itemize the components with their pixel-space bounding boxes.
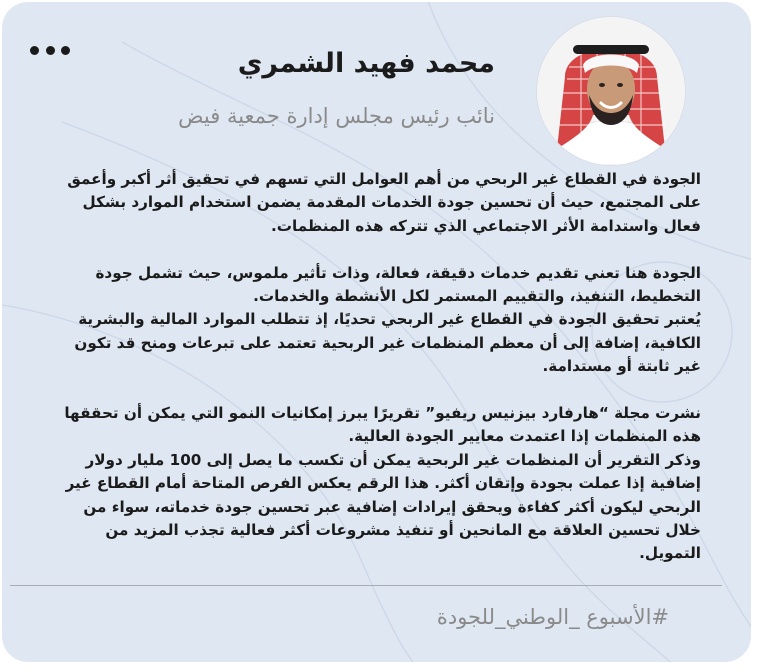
post-card <box>2 2 751 662</box>
paragraph-gap <box>51 379 701 402</box>
avatar[interactable] <box>537 17 685 165</box>
divider <box>10 585 722 586</box>
post-paragraph: وذكر التقرير أن المنظمات غير الربحية يمكن أن تكسب ما يصل إلى 100 مليار دولار إضافية إذا عملت بجودة وإتقان أكثر. هذا الرقم يعكس الفرص المتاحة أمام القطاع غير الربحي ليكون أكثر كفاءة ويحقق إيرادات إضافية عبر تحسين جودة خدماته، سواء من خلال تحسين العلاقة مع المانحين أو تنفيذ مشروعات أكثر فعالية تجذب المزيد من التمويل. <box>65 450 701 563</box>
post-paragraph: نشرت مجلة “هارفارد بيزنيس ريفيو” تقريرًا يبرز إمكانيات النمو التي يمكن أن تحققها هذه المنظمات إذا اعتمدت معايير الجودة العالية. <box>64 404 701 446</box>
post-paragraph: يُعتبر تحقيق الجودة في القطاع غير الربحي تحديًا، إذ تتطلب الموارد المالية والبشرية الكافية، إضافة إلى أن معظم المنظمات غير الربحية تعتمد على تبرعات ومنح قد تكون غير ثابتة أو مستدامة. <box>74 310 701 376</box>
post-body <box>51 168 701 566</box>
author-title: نائب رئيس مجلس إدارة جمعية فيض <box>178 104 495 128</box>
more-options-button[interactable] <box>30 40 70 60</box>
more-horizontal-icon <box>30 46 39 55</box>
author-name[interactable]: محمد فهيد الشمري <box>237 48 495 79</box>
paragraph-gap <box>51 238 701 261</box>
more-dot <box>61 46 70 55</box>
hashtag-link[interactable]: #الأسبوع _الوطني_للجودة <box>436 605 669 629</box>
post-paragraph: الجودة في القطاع غير الربحي من أهم العوامل التي تسهم في تحقيق أثر أكبر وأعمق على المجتمع، حيث أن تحسين جودة الخدمات المقدمة يضمن استخدام الموارد بشكل فعال واستدامة الأثر الاجتماعي الذي تتركه هذه المنظمات. <box>67 170 701 235</box>
post-paragraph: الجودة هنا تعني تقديم خدمات دقيقة، فعالة، وذات تأثير ملموس، حيث تشمل جودة التخطيط، التنفيذ، والتقييم المستمر لكل الأنشطة والخدمات. <box>95 263 701 306</box>
person-portrait-icon <box>537 17 685 165</box>
more-dot <box>46 46 55 55</box>
